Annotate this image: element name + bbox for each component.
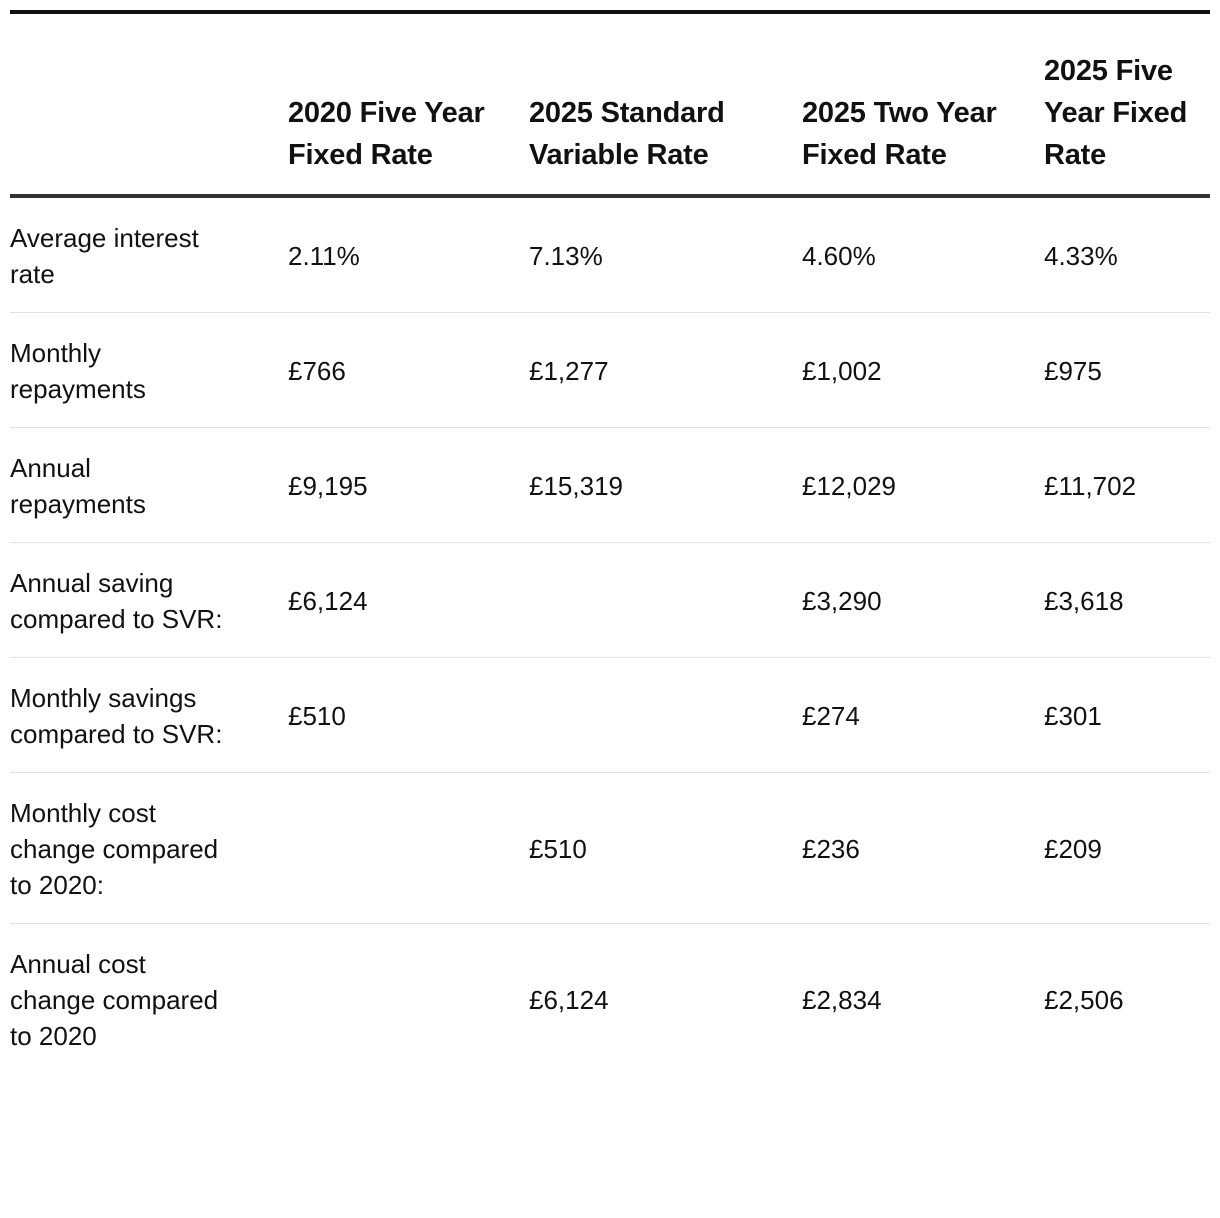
table-row [10,543,1210,658]
table-cell: £975 [1044,313,1210,428]
table-cell [288,773,529,924]
table-row [10,658,1210,773]
table-cell [529,543,802,658]
mortgage-rate-comparison-table [10,10,1210,1074]
row-label: Annual repayments [10,428,288,543]
table-cell: £6,124 [288,543,529,658]
row-label: Monthly savings compared to SVR: [10,658,288,773]
header-2025-five-year-fixed: 2025 Five Year Fixed Rate [1044,12,1210,196]
table-cell: £1,277 [529,313,802,428]
table-cell: £510 [288,658,529,773]
table-cell: £9,195 [288,428,529,543]
table-cell: £12,029 [802,428,1044,543]
table-cell: £2,834 [802,985,882,1015]
table-cell: 2.11% [288,196,529,313]
table-row [10,313,1210,428]
table-row [10,196,1210,313]
header-2020-five-year-fixed: 2020 Five Year Fixed Rate [288,12,529,196]
table-cell: £3,290 [802,543,1044,658]
comparison-table-container [10,10,1210,1074]
row-label: Average interest rate [10,196,288,313]
table-cell: £3,618 [1044,543,1210,658]
table-cell: 4.60% [802,196,1044,313]
table-cell: 7.13% [529,196,802,313]
header-2025-standard-variable: 2025 Standard Variable Rate [529,12,802,196]
table-cell: £15,319 [529,428,802,543]
row-label: Monthly cost change compared to 2020: [10,773,288,924]
row-label: Annual saving compared to SVR: [10,543,288,658]
table-cell: £6,124 [529,985,609,1015]
table-cell: £209 [1044,773,1210,924]
table-cell: £301 [1044,658,1210,773]
table-row [10,773,1210,924]
table-cell: £274 [802,658,1044,773]
table-cell: 4.33% [1044,196,1210,313]
table-header-row [10,12,1210,196]
table-row [10,924,1210,1075]
table-cell: £1,002 [802,313,1044,428]
row-label: Monthly repayments [10,313,288,428]
table-cell: £766 [288,313,529,428]
table-cell: £236 [802,773,1044,924]
table-cell: £11,702 [1044,428,1210,543]
table-row [10,428,1210,543]
header-2025-two-year-fixed: 2025 Two Year Fixed Rate [802,12,1044,196]
table-cell [529,658,802,773]
table-cell: £2,506 [1044,985,1124,1015]
row-label: Annual cost change compared to 2020 [10,949,219,1051]
header-cell-empty [10,12,288,196]
table-cell: £510 [529,773,802,924]
table-cell [288,924,529,1075]
